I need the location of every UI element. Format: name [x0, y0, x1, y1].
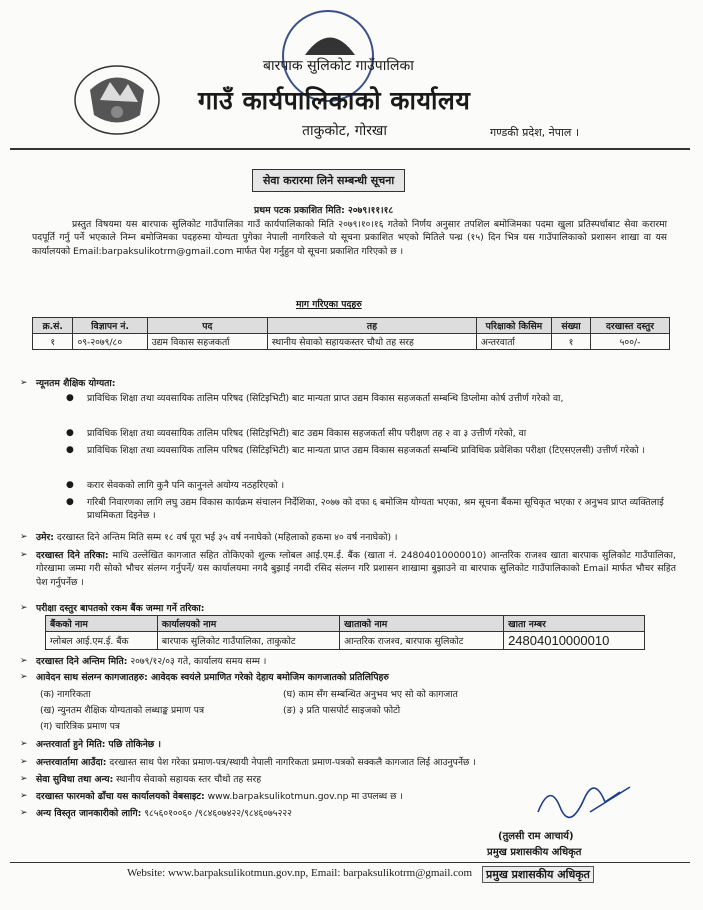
footer-divider [10, 862, 690, 863]
arrow-bullet-icon: ➢ [20, 378, 28, 388]
arrow-bullet-icon: ➢ [20, 791, 28, 801]
signatory-name: (तुलसी राम आचार्य) [498, 831, 574, 842]
rural-municipality-name: बारपाक सुलिकोट गाउँपालिका [263, 58, 414, 74]
bank-table [45, 615, 645, 650]
dot-bullet-icon: ● [66, 497, 74, 507]
table-cell: १ [33, 334, 73, 350]
age-requirement [36, 531, 676, 544]
facility [36, 773, 261, 786]
qualification-item: प्राविधिक शिक्षा तथा व्यवसायिक तालिम परिषद (सिटिइभिटी) बाट उद्यम विकास सहजकर्ता सीप परीक्षण तह २ वा ३ उत्तीर्ण गरेको, वा [87, 428, 527, 439]
contact-text: ९८५६०१००६० /९८४६०७४२२/९८४६०७५२२२ [144, 808, 292, 819]
posts-table [32, 317, 670, 350]
dot-bullet-icon: ● [66, 393, 74, 403]
dot-bullet-icon: ● [66, 428, 74, 438]
col-header: संख्या [551, 318, 590, 334]
col-header: परिक्षाको किसिम [476, 318, 551, 334]
doc-item [283, 688, 458, 701]
col-header: खाता नम्बर [504, 616, 645, 632]
doc-text: काम सँग सम्बन्धित अनुभव भए सो को कागजात [298, 689, 458, 700]
nepal-emblem-icon [70, 60, 165, 138]
office-location: ताकुकोट, गोरखा [302, 123, 388, 139]
signatory-title: प्रमुख प्रशासकीय अधिकृत [487, 847, 582, 858]
qualification-item: प्राविधिक शिक्षा तथा व्यवसायिक तालिम परिषद (सिटिइभिटी) बाट मान्यता प्राप्त उद्यम विकास सहजकर्ता सम्बन्धि डिप्लोमा कोर्ष उत्तीर्ण गरेको वा, [87, 393, 564, 404]
col-header: पद [147, 318, 267, 334]
publish-date: प्रथम पटक प्रकाशित मिति: २०७९।११।१८ [254, 205, 394, 216]
table-cell: बारपाक सुलिकोट गाउँपालिका, ताकुकोट [157, 632, 339, 650]
col-header: कार्यालयको नाम [157, 616, 339, 632]
doc-key: (ग) [40, 721, 53, 732]
table-cell: ०९-२०७९/८० [73, 334, 147, 350]
doc-item [40, 688, 91, 701]
dot-bullet-icon: ● [66, 480, 74, 490]
apply-label: दरखास्त दिने तरिका: [36, 550, 109, 561]
deadline-label: दरखास्त दिने अन्तिम मिति: [36, 656, 128, 667]
account-number: 24804010000010 [504, 632, 645, 650]
doc-key: (क) [40, 689, 55, 700]
deadline [36, 655, 266, 668]
footer-contact: Website: www.barpaksulikotmun.gov.np, Email: barpaksulikotrm@gmail.com [127, 867, 473, 879]
form-info [36, 790, 403, 803]
contact-info [36, 807, 292, 820]
table-cell: अन्तरवार्ता [476, 334, 551, 350]
docs-heading: आवेदन साथ संलग्न कागजातहरु: आवेदक स्वयंले प्रमाणित गरेको देहाय बमोजिम कागजातको प्रतिलिपिहरु [36, 672, 389, 683]
table-cell: ५००/- [591, 334, 670, 350]
posts-heading: माग गरिएका पदहरु [296, 299, 362, 310]
qualification-item: प्राविधिक शिक्षा तथा व्यवसायिक तालिम परिषद (सिटिइभिटी) बाट मान्यता प्राप्त उद्यम विकास सहजकर्ता सम्बन्धि प्राविधिक प्रवेशिका परीक्षा (टिएसएलसी) उत्तीर्ण गरेको । [87, 445, 646, 456]
deadline-text: २०७९/१२/०३ गते, कार्यालय समय सम्म । [130, 656, 267, 667]
qualification-heading: न्यूनतम शैक्षिक योग्यता: [36, 378, 116, 389]
age-label: उमेर: [36, 532, 54, 543]
arrow-bullet-icon: ➢ [20, 774, 28, 784]
signature-icon [530, 772, 640, 832]
table-row [46, 632, 645, 650]
facility-label: सेवा सुविधा तथा अन्य: [36, 774, 114, 785]
arrow-bullet-icon: ➢ [20, 757, 28, 767]
interview-label: अन्तरवार्ता हुने मिति: [36, 739, 106, 750]
col-header: विज्ञापन नं. [73, 318, 147, 334]
table-cell: १ [551, 334, 590, 350]
table-cell: ग्लोबल आई.एम.ई. बैंक [46, 632, 158, 650]
bank-table-header [46, 616, 645, 632]
col-header: बैंकको नाम [46, 616, 158, 632]
doc-key: (ख) [40, 705, 55, 716]
qualification-item: गरिबी निवारणका लागि लघु उद्यम विकास कार्यक्रम संचालन निर्देशिका, २०७७ को दफा ६ बमोजिम योग्यता भएका, श्रम सूचना बैंकमा सूचिकृत भएका र अनुभव प्राप्त व्यक्तिलाई प्राथमिकता दिइनेछ । [87, 497, 664, 522]
arrow-bullet-icon: ➢ [20, 739, 28, 749]
col-header: तह [267, 318, 476, 334]
bring-text: दरखास्त साथ पेश गरेका प्रमाण-पत्र/स्थायी नेपाली नागरिकता प्रमाण-पत्रको सक्कलै कागजात लिई आउनुपर्नेछ । [109, 757, 476, 768]
doc-key: (ङ) [283, 705, 297, 716]
doc-text: न्युनतम शैक्षिक योग्यताको लब्धाङ्क प्रमाण पत्र [57, 705, 205, 716]
fee-heading: परीक्षा दस्तुर बापतको रकम बैंक जम्मा गर्ने तरिका: [36, 603, 205, 614]
form-label: दरखास्त फारमको ढाँचा यस कार्यालयको वेबसाइट: [36, 791, 205, 802]
doc-text: चारित्रिक प्रमाण पत्र [55, 721, 120, 732]
notice-title: सेवा करारमा लिने सम्बन्धी सूचना [252, 169, 405, 192]
arrow-bullet-icon: ➢ [20, 603, 28, 613]
contact-label: अन्य विस्तृत जानकारीको लागि: [36, 808, 142, 819]
doc-key: (घ) [283, 689, 296, 700]
doc-item [40, 720, 120, 733]
arrow-bullet-icon: ➢ [20, 808, 28, 818]
table-cell: स्थानीय सेवाको सहायकस्तर चौथो तह सरह [267, 334, 476, 350]
table-cell: उद्यम विकास सहजकर्ता [147, 334, 267, 350]
age-text: दरखास्त दिने अन्तिम मिति सम्म १८ वर्ष पूरा भई ३५ वर्ष ननाघेको (महिलाको हकमा ४० वर्ष ननाघेको) । [56, 532, 398, 543]
interview-instruction [36, 756, 556, 769]
arrow-bullet-icon: ➢ [20, 532, 28, 542]
interview-text: पछि तोकिनेछ । [108, 739, 161, 750]
table-cell: आन्तरिक राजश्व, बारपाक सुलिकोट [340, 632, 504, 650]
province-name: गण्डकी प्रदेश, नेपाल । [490, 126, 579, 139]
col-header: दरखास्त दस्तुर [591, 318, 670, 334]
col-header: क्र.सं. [33, 318, 73, 334]
arrow-bullet-icon: ➢ [20, 672, 28, 682]
header-divider [10, 148, 690, 150]
footer-stamp: प्रमुख प्रशासकीय अधिकृत [482, 866, 594, 883]
doc-item [283, 704, 400, 717]
intro-paragraph: प्रस्तुत विषयमा यस बारपाक सुलिकोट गाउँपालिका गाउँ कार्यपालिकाको मिति २०७९।१०।१६ गतेको निर्णय अनुसार तपशिल बमोजिमका पदमा खुला प्रतिस्पर्धाबाट सेवा करारमा पदपूर्ति गर्नु पर्ने भएकाले निम्न बमोजिमका पदहरुमा योग्यता पुगेका नेपाली नागरिकले यो सूचना प्रकाशित भएको मितिले पन्ध्र (१५) दिन भित्र यस गाउँपालिकाको प्रशासन शाखा वा यस कार्यालयको Email:barpaksulikotrm@gmail.com मार्फत पेश गर्नुहुन यो सूचना प्रकाशित गरिएको छ । [32, 219, 667, 257]
dot-bullet-icon: ● [66, 445, 74, 455]
arrow-bullet-icon: ➢ [20, 656, 28, 666]
form-text: www.barpaksulikotmun.gov.np मा उपलब्ध छ । [207, 791, 403, 802]
table-row [33, 334, 670, 350]
facility-text: स्थानीय सेवाको सहायक स्तर चौथो तह सरह [116, 774, 262, 785]
office-title: गाउँ कार्यपालिकाको कार्यालय [198, 86, 471, 115]
qualification-item: करार सेवकको लागि कुनै पनि कानुनले अयोग्य नठहरिएको । [87, 480, 285, 491]
doc-text: नागरिकता [57, 689, 91, 700]
arrow-bullet-icon: ➢ [20, 550, 28, 560]
posts-table-header [33, 318, 670, 334]
apply-method [36, 549, 676, 589]
apply-text: माथि उल्लेखित कागजात सहित तोकिएको शुल्क ग्लोबल आई.एम.ई. बैंक (खाता नं. 24804010000010) आन्तरिक राजश्व खाता बारपाक सुलिकोट गाउँपालिका, गोरखामा जम्मा गरी सोको भौचर संलग्न गर्नुपर्ने/ यस कार्यालयमा नगदै बुझाई नगदी रसिद संलग्न गरि प्रशासन शाखामा बुझाउने वा बारपाक सुलिकोट गाउँपालिकाको Email मार्फत भौचर सहित पेश गर्नुपर्नेछ । [36, 550, 676, 588]
doc-item [40, 704, 204, 717]
doc-text: ३ प्रति पासपोर्ट साइजको फोटो [298, 705, 401, 716]
bring-label: अन्तरवार्तामा आउँदा: [36, 757, 107, 768]
interview-date [36, 738, 161, 751]
col-header: खाताको नाम [340, 616, 504, 632]
